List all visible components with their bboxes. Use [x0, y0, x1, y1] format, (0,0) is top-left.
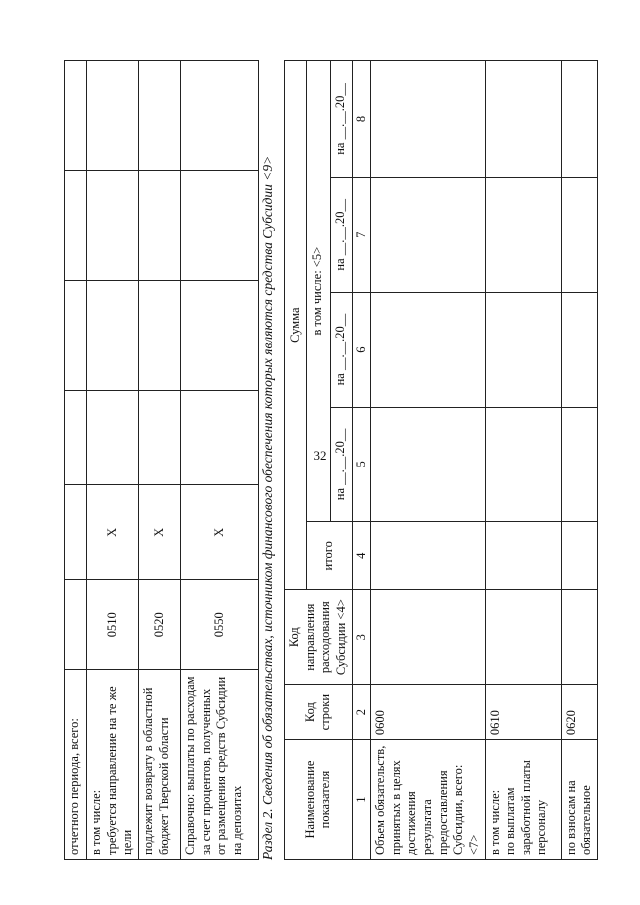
- rotated-page-content: [64, 60, 594, 860]
- row-name: Справочно: выплаты по расходам за счет процентов, полученных от размещения средств Субсидии на депозитах: [180, 670, 258, 860]
- col-number: 4: [352, 522, 371, 590]
- col-number: 7: [352, 177, 371, 292]
- col-number: 6: [352, 292, 371, 407]
- table-row: [485, 61, 561, 860]
- column-numbers-row: [352, 61, 371, 860]
- header-including: в том числе: <5>: [307, 61, 331, 522]
- col-number: 8: [352, 61, 371, 178]
- col-number: 2: [352, 685, 371, 740]
- header-date: на __.__.20__: [330, 177, 352, 292]
- row-mark: X: [87, 485, 139, 580]
- row-name: в том числе: требуется направление на те же цели: [87, 670, 139, 860]
- table-1: [64, 60, 259, 860]
- col-number: 1: [352, 740, 371, 860]
- row-mark: [65, 485, 87, 580]
- row-name: Объем обязательств, принятых в целях достижения результата предоставления Субсидии, всего: <7>: [371, 740, 485, 860]
- col-number: 3: [352, 590, 371, 685]
- row-name: подлежит возврату в областной бюджет Тверской области: [138, 670, 180, 860]
- row-mark: X: [180, 485, 258, 580]
- row-code: 0620: [561, 685, 597, 740]
- header-sum: Сумма: [285, 61, 307, 590]
- header-date: на __.__.20__: [330, 292, 352, 407]
- row-name: в том числе: по выплатам заработной платы персоналу: [485, 740, 561, 860]
- row-mark: X: [138, 485, 180, 580]
- table-row: [180, 61, 258, 860]
- row-name: отчетного периода, всего:: [65, 670, 87, 860]
- section-2-caption: Раздел 2. Сведения об обязательствах, источником финансового обеспечения которых являются средства Субсидии <9>: [260, 155, 275, 860]
- row-name: по взносам на обязательное: [561, 740, 597, 860]
- header-row-code: Код строки: [285, 685, 353, 740]
- header-date: на __.__.20__: [330, 61, 352, 178]
- table-row: [561, 61, 597, 860]
- row-code: [65, 580, 87, 670]
- table-row: [65, 61, 87, 860]
- header-name: Наименование показателя: [285, 740, 353, 860]
- page-number: 32: [313, 448, 327, 463]
- table-row: [371, 61, 485, 860]
- row-code: 0520: [138, 580, 180, 670]
- header-direction-code: Код направления расходования Субсидии <4>: [285, 590, 353, 685]
- header-date: на __.__.20__: [330, 407, 352, 522]
- table-2: [284, 60, 598, 860]
- col-number: 5: [352, 407, 371, 522]
- row-code: 0610: [485, 685, 561, 740]
- header-total: итого: [307, 522, 353, 590]
- row-code: 0600: [371, 685, 485, 740]
- row-code: 0550: [180, 580, 258, 670]
- table-row: [138, 61, 180, 860]
- table-row: [87, 61, 139, 860]
- row-code: 0510: [87, 580, 139, 670]
